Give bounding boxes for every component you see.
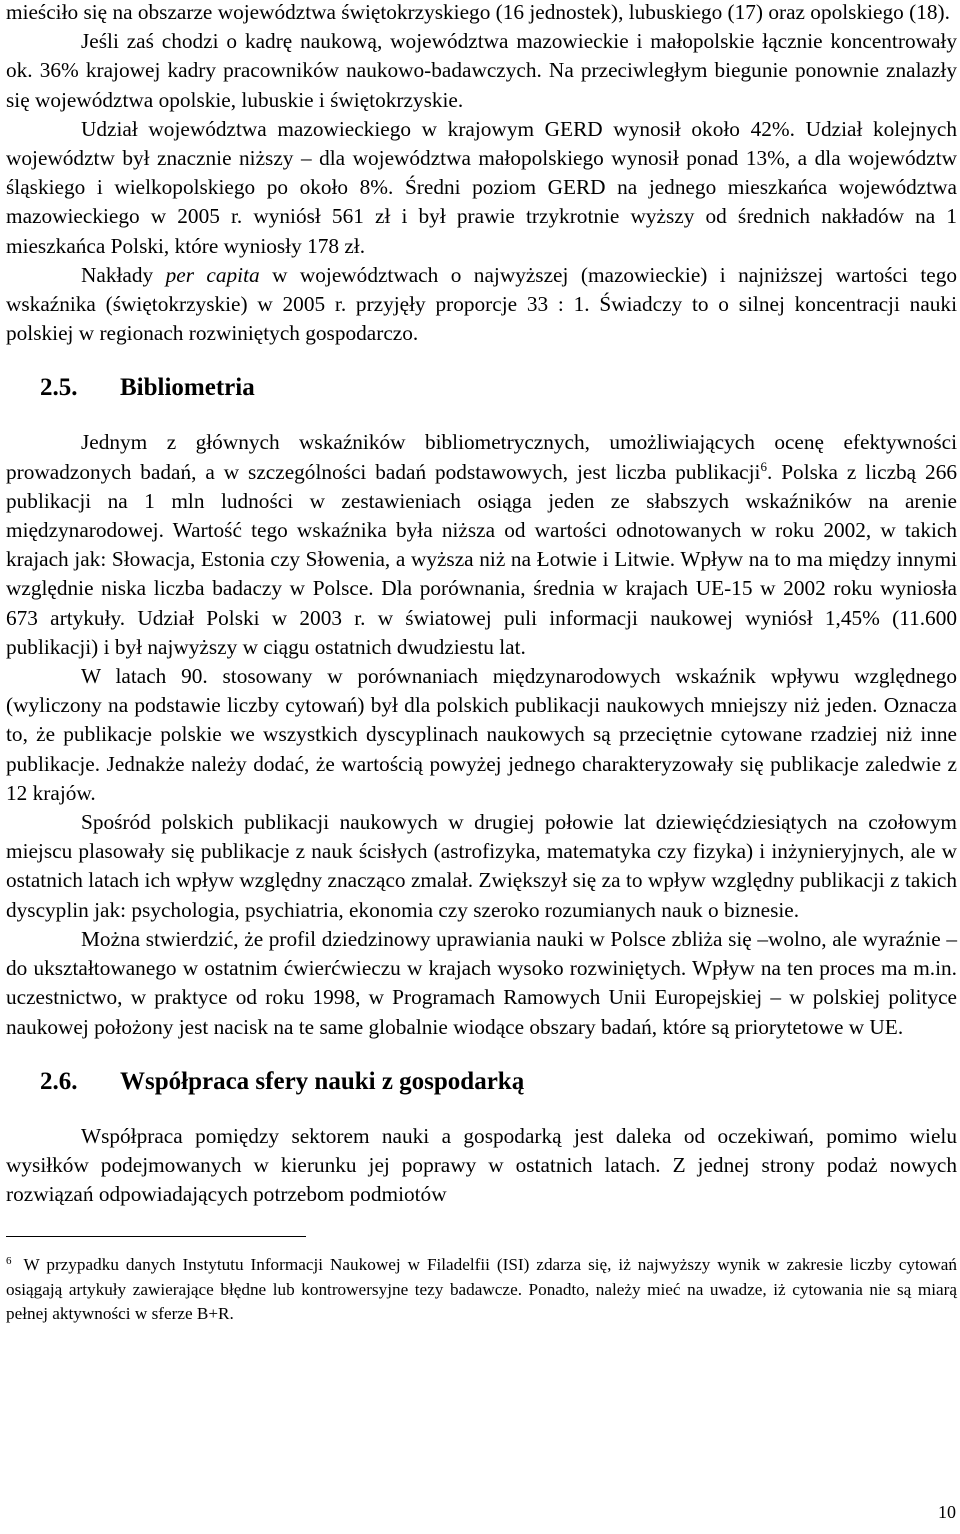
section-number: 2.5. [40, 374, 78, 402]
text-segment: Nakłady [81, 262, 166, 287]
paragraph-gerd: Udział województwa mazowieckiego w krajowym GERD wynosił około 42%. Udział kolejnych województw był znacznie niższy – dla województwa małopolskiego wynosił ponad 13%, a dla województw śląskiego i wielkopolskiego po około 8%. Średni poziom GERD na jednego mieszkańca województwa mazowieckiego w 2005 r. wyniósł 561 zł i był prawie trzykrotnie wyższy od średnich nakładów na 1 mieszkańca Polski, które wyniosły 178 zł. [6, 116, 957, 258]
text-segment: . Polska z liczbą 266 publikacji na 1 mln ludności w zestawieniach osiąga jeden ze słabszych wskaźników na arenie międzynarodowej. Wartość tego wskaźnika była niższa od wartości odnotowanych w roku 2002, w takich krajach jak: Słowacja, Estonia czy Słowenia, a wyższa niż na Łotwie i Litwie. Wpływ na to ma między innymi względnie niska liczba badaczy w Polsce. Dla porównania, średnia w krajach UE-15 w 2002 roku wyniosła 673 artykuły. Udział Polski w 2003 r. w światowej puli informacji naukowej wyniósł 1,45% (11.600 publikacji) i był najwyższy w ciągu ostatnich dwudziestu lat. [6, 459, 957, 659]
paragraph-domain-profile: Można stwierdzić, że profil dziedzinowy uprawiania nauki w Polsce zbliża się –wolno, ale wyraźnie – do ukształtowanego w ostatnim ćwierćwieczu w krajach wysoko rozwiniętych. Wpływ na ten proces ma m.in. uczestnictwo, w praktyce od roku 1998, w Programach Ramowych Unii Europejskiej – w polskiej polityce naukowej położony jest nacisk na te same globalnie wiodące obszary badań, które są priorytetowe w UE. [6, 926, 957, 1039]
paragraph-disciplines: Spośród polskich publikacji naukowych w drugiej połowie lat dziewięćdziesiątych na czołowym miejscu plasowały się publikacje z nauk ścisłych (astrofizyka, matematyka czy fizyka) i inżynieryjnych, ale w ostatnich latach ich wpływ względny znacząco zmalał. Zwiększył się za to wpływ względny publikacji z takich dyscyplin jak: psychologia, psychiatria, ekonomia czy szeroko rozumianych nauk o biznesie. [6, 810, 957, 922]
document-page [6, 0, 957, 1327]
paragraph-scientific-staff: Jeśli zaś chodzi o kadrę naukową, województwa mazowieckie i małopolskie łącznie koncentrowały ok. 36% krajowej kadry pracowników naukowo-badawczych. Na przeciwległym biegunie ponownie znalazły się województwa opolskie, lubuskie i świętokrzyskie. [6, 29, 957, 112]
section-number: 2.6. [40, 1067, 78, 1095]
italic-term: per capita [165, 262, 260, 287]
paragraph-cooperation: Współpraca pomiędzy sektorem nauki a gospodarką jest daleka od oczekiwań, pomimo wielu wysiłków podejmowanych w kierunku jej poprawy w ostatnich latach. Z jednej strony podaż nowych rozwiązań odpowiadających potrzebom podmiotów [6, 1123, 957, 1207]
footnote-reference[interactable]: 6 [760, 458, 767, 474]
section-title: Bibliometria [120, 374, 255, 402]
text-segment: w województwach o najwyższej (mazowieckie) i najniższej wartości tego wskaźnika (świętokrzyskie) w 2005 r. przyjęły proporcje 33 : 1. Świadczy to o silnej koncentracji nauki polskiej w regionach rozwiniętych gospodarczo. [6, 262, 957, 346]
section-heading-bibliometria [6, 374, 957, 402]
section-title: Współpraca sfery nauki z gospodarką [120, 1067, 525, 1095]
text-segment: Jednym z głównych wskaźników bibliometrycznych, umożliwiających ocenę efektywności prowadzonych badań, a w szczególności badań podstawowych, jest liczba publikacji [6, 430, 957, 484]
paragraph-citation-impact: W latach 90. stosowany w porównaniach międzynarodowych wskaźnik wpływu względnego (wyliczony na podstawie liczby cytowań) był dla polskich publikacji naukowych mniejszy niż jeden. Oznacza to, że publikacje polskie we wszystkich dyscyplinach naukowych są przeciętnie cytowane rzadziej niż inne publikacje. Jednakże należy dodać, że wartością powyżej jednego charakteryzowały się publikacje zaledwie z 12 krajów. [6, 664, 957, 805]
page-number: 10 [938, 1502, 956, 1522]
paragraph-per-capita [6, 261, 957, 349]
section-heading-cooperation [6, 1068, 957, 1096]
paragraph-continued: mieściło się na obszarze województwa świętokrzyskiego (16 jednostek), lubuskiego (17) oraz opolskiego (18). [6, 0, 950, 24]
paragraph-bibliometric-indicators [6, 428, 957, 662]
footnote-mark: 6 [6, 1255, 12, 1268]
footnote-separator [6, 1236, 306, 1237]
footnote [6, 1249, 957, 1327]
footnote-text: W przypadku danych Instytutu Informacji Naukowej w Filadelfii (ISI) zdarza się, iż najwyższy wynik w zakresie liczby cytowań osiągają artykuły zawierające błędne lub kontrowersyjne tezy badawcze. Ponadto, należy mieć na uwadze, iż cytowania nie są miarą pełnej aktywności w sferze B+R. [6, 1255, 957, 1324]
